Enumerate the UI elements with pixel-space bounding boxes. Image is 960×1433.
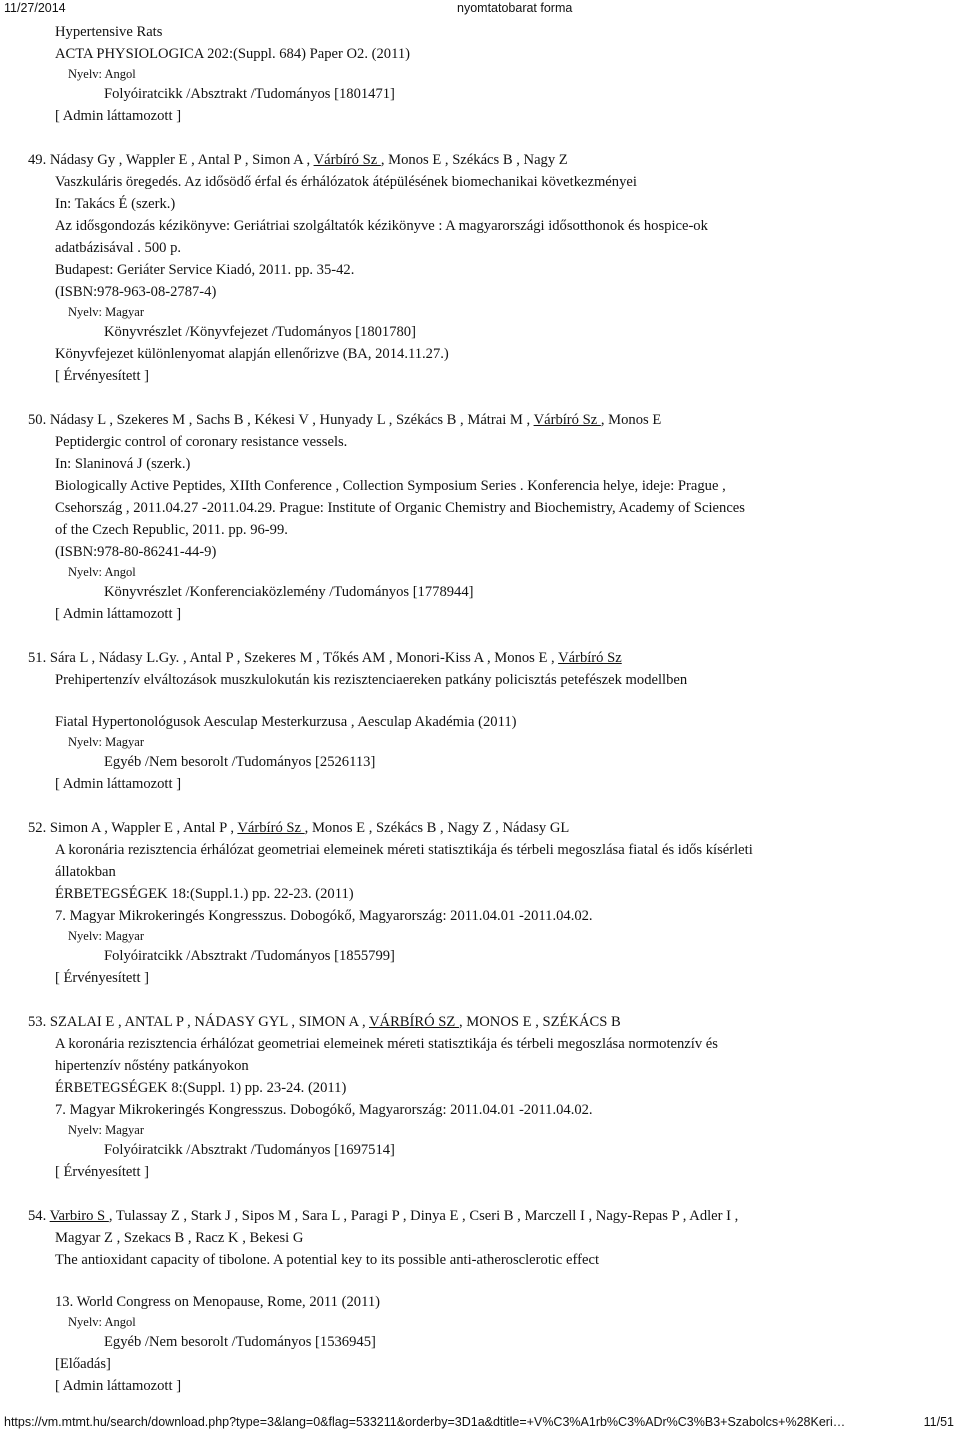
text-line: In: Slaninová J (szerk.) <box>55 456 191 472</box>
text-line: (ISBN:978-80-86241-44-9) <box>55 544 217 560</box>
text-line: Fiatal Hypertonológusok Aesculap Mesterkurzusa , Aesculap Akadémia (2011) <box>55 714 517 730</box>
line-text: , Tulassay Z , Stark J , Sipos M , Sara L , Paragi P , Dinya E , Cseri B , Marczell I , Nagy-Repas P , Adler I , <box>108 1208 739 1224</box>
text-line: ACTA PHYSIOLOGICA 202:(Suppl. 684) Paper O2. (2011) <box>55 46 411 62</box>
text-line: Peptidergic control of coronary resistance vessels. <box>55 434 348 450</box>
text-line: A koronária rezisztencia érhálózat geometriai elemeinek méreti statisztikája és térbeli megoszlása fiatal és idős kísérleti <box>55 842 753 858</box>
text-line <box>28 150 568 170</box>
text-line: Budapest: Geriáter Service Kiadó, 2011. pp. 35-42. <box>55 262 355 278</box>
text-line: [Előadás] <box>55 1356 111 1372</box>
author-link[interactable]: Varbiro S <box>49 1208 109 1224</box>
text-line: Prehipertenzív elváltozások muszkulokután kis rezisztenciaereken patkány policisztás petefészek modellben <box>55 672 688 688</box>
text-line: [ Érvényesített ] <box>55 970 150 986</box>
text-line: ÉRBETEGSÉGEK 18:(Suppl.1.) pp. 22-23. (2011) <box>55 886 354 902</box>
text-line: [ Érvényesített ] <box>55 1164 150 1180</box>
line-text: , Monos E , Székács B , Nagy Z , Nádasy GL <box>304 820 570 836</box>
text-line: In: Takács É (szerk.) <box>55 196 176 212</box>
page-url: https://vm.mtmt.hu/search/download.php?type=3&lang=0&flag=533211&orderby=3D1a&dtitle=+V%C3%A1rb%C3%ADr%C3%B3+Szabolcs+%28Keri… <box>4 1415 846 1429</box>
text-line: Nyelv: Magyar <box>68 735 145 749</box>
text-line: A koronária rezisztencia érhálózat geometriai elemeinek méreti statisztikája és térbeli megoszlása normotenzív és <box>55 1036 718 1052</box>
text-line: hipertenzív nőstény patkányokon <box>55 1058 249 1074</box>
text-line <box>28 818 569 838</box>
text-line: Könyvfejezet különlenyomat alapján ellenőrizve (BA, 2014.11.27.) <box>55 346 449 362</box>
line-text: 49. Nádasy Gy , Wappler E , Antal P , Simon A , <box>28 152 314 168</box>
text-line: Nyelv: Angol <box>68 67 136 81</box>
line-text: 53. SZALAI E , ANTAL P , NÁDASY GYL , SIMON A , <box>28 1014 369 1030</box>
text-line: [ Érvényesített ] <box>55 368 150 384</box>
text-line: Egyéb /Nem besorolt /Tudományos [1536945] <box>104 1334 376 1350</box>
text-line: [ Admin láttamozott ] <box>55 1378 182 1394</box>
text-line: állatokban <box>55 864 116 880</box>
text-line: Az idősgondozás kézikönyve: Geriátriai szolgáltatók kézikönyve : A magyarországi idősotthonok és hospice-ok <box>55 218 708 234</box>
text-line: [ Admin láttamozott ] <box>55 606 182 622</box>
text-line: Nyelv: Magyar <box>68 1123 145 1137</box>
text-line: The antioxidant capacity of tibolone. A potential key to its possible anti-atherosclerotic effect <box>55 1252 599 1268</box>
text-line <box>28 1206 738 1226</box>
print-date: 11/27/2014 <box>4 1 66 15</box>
author-link[interactable]: Várbíró Sz <box>558 650 622 666</box>
text-line: 7. Magyar Mikrokeringés Kongresszus. Dobogókő, Magyarország: 2011.04.01 -2011.04.02. <box>55 908 593 924</box>
text-line: Folyóiratcikk /Absztrakt /Tudományos [1855799] <box>104 948 395 964</box>
text-line: Biologically Active Peptides, XIIth Conference , Collection Symposium Series . Konferencia helye, ideje: Prague , <box>55 478 726 494</box>
print-header <box>0 0 960 18</box>
text-line: Nyelv: Angol <box>68 1315 136 1329</box>
author-link[interactable]: Várbíró Sz <box>313 152 381 168</box>
line-text: , MONOS E , SZÉKÁCS B <box>459 1014 621 1030</box>
page-number: 11/51 <box>923 1415 954 1429</box>
text-line: Folyóiratcikk /Absztrakt /Tudományos [1801471] <box>104 86 395 102</box>
text-line: of the Czech Republic, 2011. pp. 96-99. <box>55 522 288 538</box>
author-link[interactable]: Várbíró Sz <box>237 820 305 836</box>
author-link[interactable]: Várbíró Sz <box>533 412 601 428</box>
text-line: Nyelv: Magyar <box>68 929 145 943</box>
print-footer <box>0 1414 960 1432</box>
text-line: ÉRBETEGSÉGEK 8:(Suppl. 1) pp. 23-24. (2011) <box>55 1080 347 1096</box>
text-line: adatbázisával . 500 p. <box>55 240 182 256</box>
text-line: Könyvrészlet /Konferenciaközlemény /Tudományos [1778944] <box>104 584 474 600</box>
text-line: Hypertensive Rats <box>55 24 163 40</box>
text-line: Egyéb /Nem besorolt /Tudományos [2526113] <box>104 754 376 770</box>
author-link[interactable]: VÁRBÍRÓ SZ <box>368 1014 459 1030</box>
text-line: [ Admin láttamozott ] <box>55 108 182 124</box>
text-line: Vaszkuláris öregedés. Az idősödő érfal és érhálózatok átépülésének biomechanikai következményei <box>55 174 637 190</box>
text-line <box>28 410 661 430</box>
line-text: 54. <box>28 1208 50 1224</box>
text-line: 13. World Congress on Menopause, Rome, 2011 (2011) <box>55 1294 380 1310</box>
line-text: , Monos E <box>600 412 662 428</box>
text-line: Nyelv: Angol <box>68 565 136 579</box>
text-line: Csehország , 2011.04.27 -2011.04.29. Prague: Institute of Organic Chemistry and Biochemistry, Academy of Sciences <box>55 500 745 516</box>
text-line <box>28 648 622 668</box>
print-title: nyomtatobarat forma <box>457 1 573 15</box>
text-line: (ISBN:978-963-08-2787-4) <box>55 284 217 300</box>
text-line: 7. Magyar Mikrokeringés Kongresszus. Dobogókő, Magyarország: 2011.04.01 -2011.04.02. <box>55 1102 593 1118</box>
text-line: Folyóiratcikk /Absztrakt /Tudományos [1697514] <box>104 1142 395 1158</box>
line-text: 50. Nádasy L , Szekeres M , Sachs B , Kékesi V , Hunyady L , Székács B , Mátrai M , <box>28 412 534 428</box>
text-line <box>28 1012 621 1032</box>
text-line: [ Admin láttamozott ] <box>55 776 182 792</box>
line-text: , Monos E , Székács B , Nagy Z <box>380 152 568 168</box>
line-text: 52. Simon A , Wappler E , Antal P , <box>28 820 238 836</box>
text-line: Könyvrészlet /Könyvfejezet /Tudományos [1801780] <box>104 324 416 340</box>
text-line: Nyelv: Magyar <box>68 305 145 319</box>
text-line: Magyar Z , Szekacs B , Racz K , Bekesi G <box>55 1230 304 1246</box>
line-text: 51. Sára L , Nádasy L.Gy. , Antal P , Szekeres M , Tőkés AM , Monori-Kiss A , Monos E , <box>28 650 559 666</box>
